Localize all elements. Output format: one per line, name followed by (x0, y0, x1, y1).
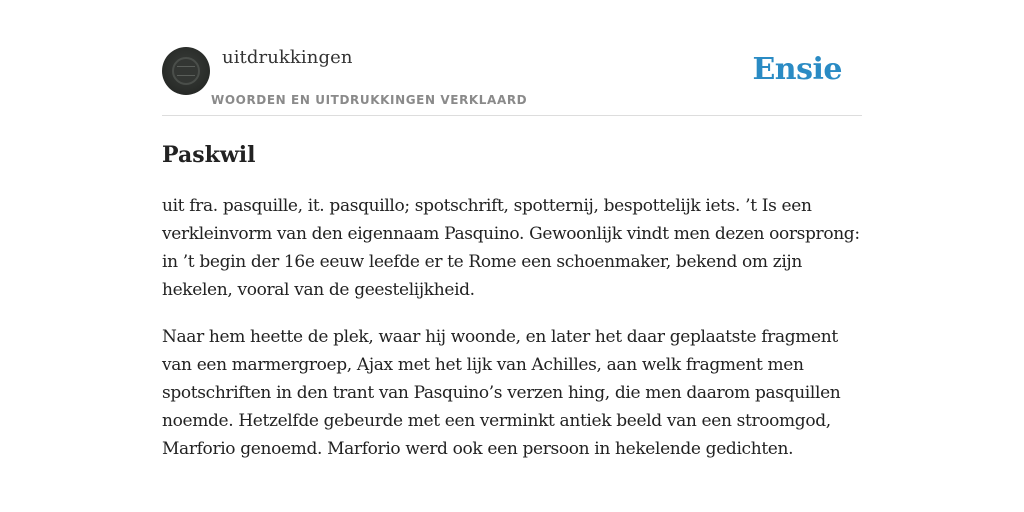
avatar[interactable] (162, 47, 210, 95)
entry-paragraph: uit fra. pasquille, it. pasquillo; spotschrift, spotternij, bespottelijk iets. ’t Is een verkleinvorm van den eigennaam Pasquino. Gewoonlijk vindt men dezen oorsprong: in ’t begin der 16e eeuw leefde er te Rome een schoenmaker, bekend om zijn hekelen, vooral van de geestelijkheid. (162, 196, 860, 300)
entry-title: Paskwil (162, 142, 256, 168)
avatar-lines-icon (177, 66, 195, 76)
site-header (162, 46, 862, 116)
entry-paragraph: Naar hem heette de plek, waar hij woonde, en later het daar geplaatste fragment van een marmergroep, Ajax met het lijk van Achilles, aan welk fragment men spotschriften in den trant van Pasquino’s verzen hing, die men daarom pasquillen noemde. Hetzelfde gebeurde met een verminkt antiek beeld van een stroomgod, Marforio genoemd. Marforio werd ook een persoon in hekelende gedichten. (162, 327, 841, 459)
header-divider (162, 115, 862, 116)
site-tagline: WOORDEN EN UITDRUKKINGEN VERKLAARD (211, 93, 528, 107)
entry-body (162, 192, 866, 482)
page-container (162, 0, 862, 512)
brand-logo-link[interactable]: Ensie (752, 52, 842, 87)
site-name-link[interactable]: uitdrukkingen (222, 47, 353, 68)
